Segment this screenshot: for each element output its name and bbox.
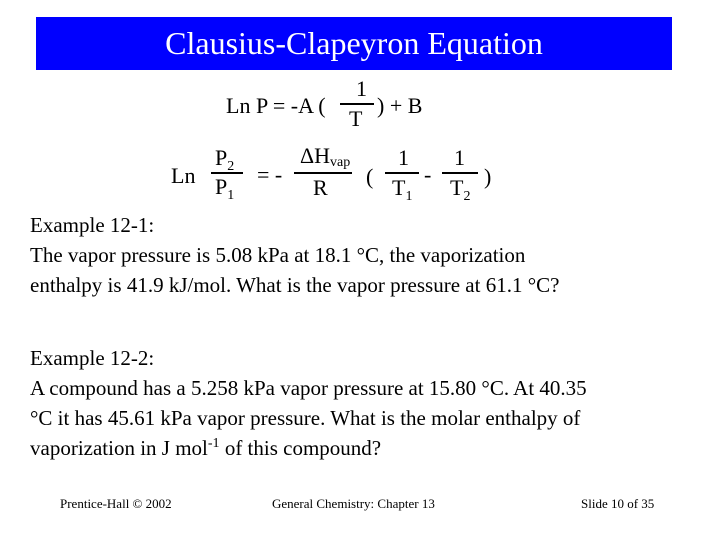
equation-2-enthalpy-bar <box>294 172 352 174</box>
equation-2-equals: = - <box>257 162 283 187</box>
equation-2-t1-bar <box>385 172 419 174</box>
example-2-line-3-text: vaporization in J mol <box>30 436 208 460</box>
example-2-heading: Example 12-2: <box>30 346 155 370</box>
equation-2-t2 <box>450 175 471 204</box>
equation-2-p1-letter: P <box>215 174 228 199</box>
equation-2-one-a: 1 <box>398 145 409 170</box>
equation-2-p2-letter: P <box>215 145 228 170</box>
equation-2-delta-h <box>300 143 350 169</box>
example-1 <box>30 210 559 300</box>
equation-2-delta-h-letter: ΔH <box>300 143 331 168</box>
footer-publisher: Prentice-Hall © 2002 <box>60 496 172 511</box>
equation-2-p2-subscript: 2 <box>227 159 235 174</box>
equation-2-t1 <box>392 175 413 204</box>
equation-2-open-paren: ( <box>366 164 374 189</box>
equation-2-close-paren: ) <box>484 164 492 189</box>
example-2-line-3-tail: of this compound? <box>219 436 382 460</box>
equation-2-t2-letter: T <box>450 175 464 200</box>
example-2-line-3 <box>30 433 587 467</box>
equation-2-ln: Ln <box>171 163 196 188</box>
equation-2-p1-subscript: 1 <box>227 188 235 203</box>
example-1-heading: Example 12-1: <box>30 213 155 237</box>
footer-slide-number: Slide 10 of 35 <box>581 496 655 511</box>
equation-2-one-b: 1 <box>454 145 465 170</box>
example-2-line-2: °C it has 45.61 kPa vapor pressure. What is the molar enthalpy of <box>30 406 581 430</box>
equation-2-minus: - <box>424 162 432 187</box>
equation-1-denominator: T <box>349 106 363 131</box>
equation-2-t1-letter: T <box>392 175 406 200</box>
equation-2-t1-subscript: 1 <box>405 189 413 204</box>
equation-2-r: R <box>313 175 328 200</box>
equation-1-fraction-bar <box>340 103 374 105</box>
example-2-line-1: A compound has a 5.258 kPa vapor pressure at 15.80 °C. At 40.35 <box>30 376 587 400</box>
slide-title-bar <box>36 17 672 70</box>
example-1-line-2: enthalpy is 41.9 kJ/mol. What is the vapor pressure at 61.1 °C? <box>30 273 560 297</box>
equation-1-numerator: 1 <box>356 76 367 101</box>
equation-2-delta-h-subscript: vap <box>330 155 351 170</box>
equation-2-p1 <box>215 174 235 203</box>
slide-title: Clausius-Clapeyron Equation <box>165 25 543 61</box>
example-2-line-3-superscript: -1 <box>207 436 220 451</box>
equation-1-lhs: Ln P = -A ( <box>226 93 326 118</box>
footer-chapter: General Chemistry: Chapter 13 <box>272 496 435 511</box>
equation-2-p2 <box>215 145 235 174</box>
example-1-line-1: The vapor pressure is 5.08 kPa at 18.1 °C, the vaporization <box>30 243 526 267</box>
example-2 <box>30 343 587 467</box>
equation-1-rhs: ) + B <box>377 93 423 118</box>
equation-2-t2-bar <box>442 172 478 174</box>
equation-2-t2-subscript: 2 <box>463 189 471 204</box>
